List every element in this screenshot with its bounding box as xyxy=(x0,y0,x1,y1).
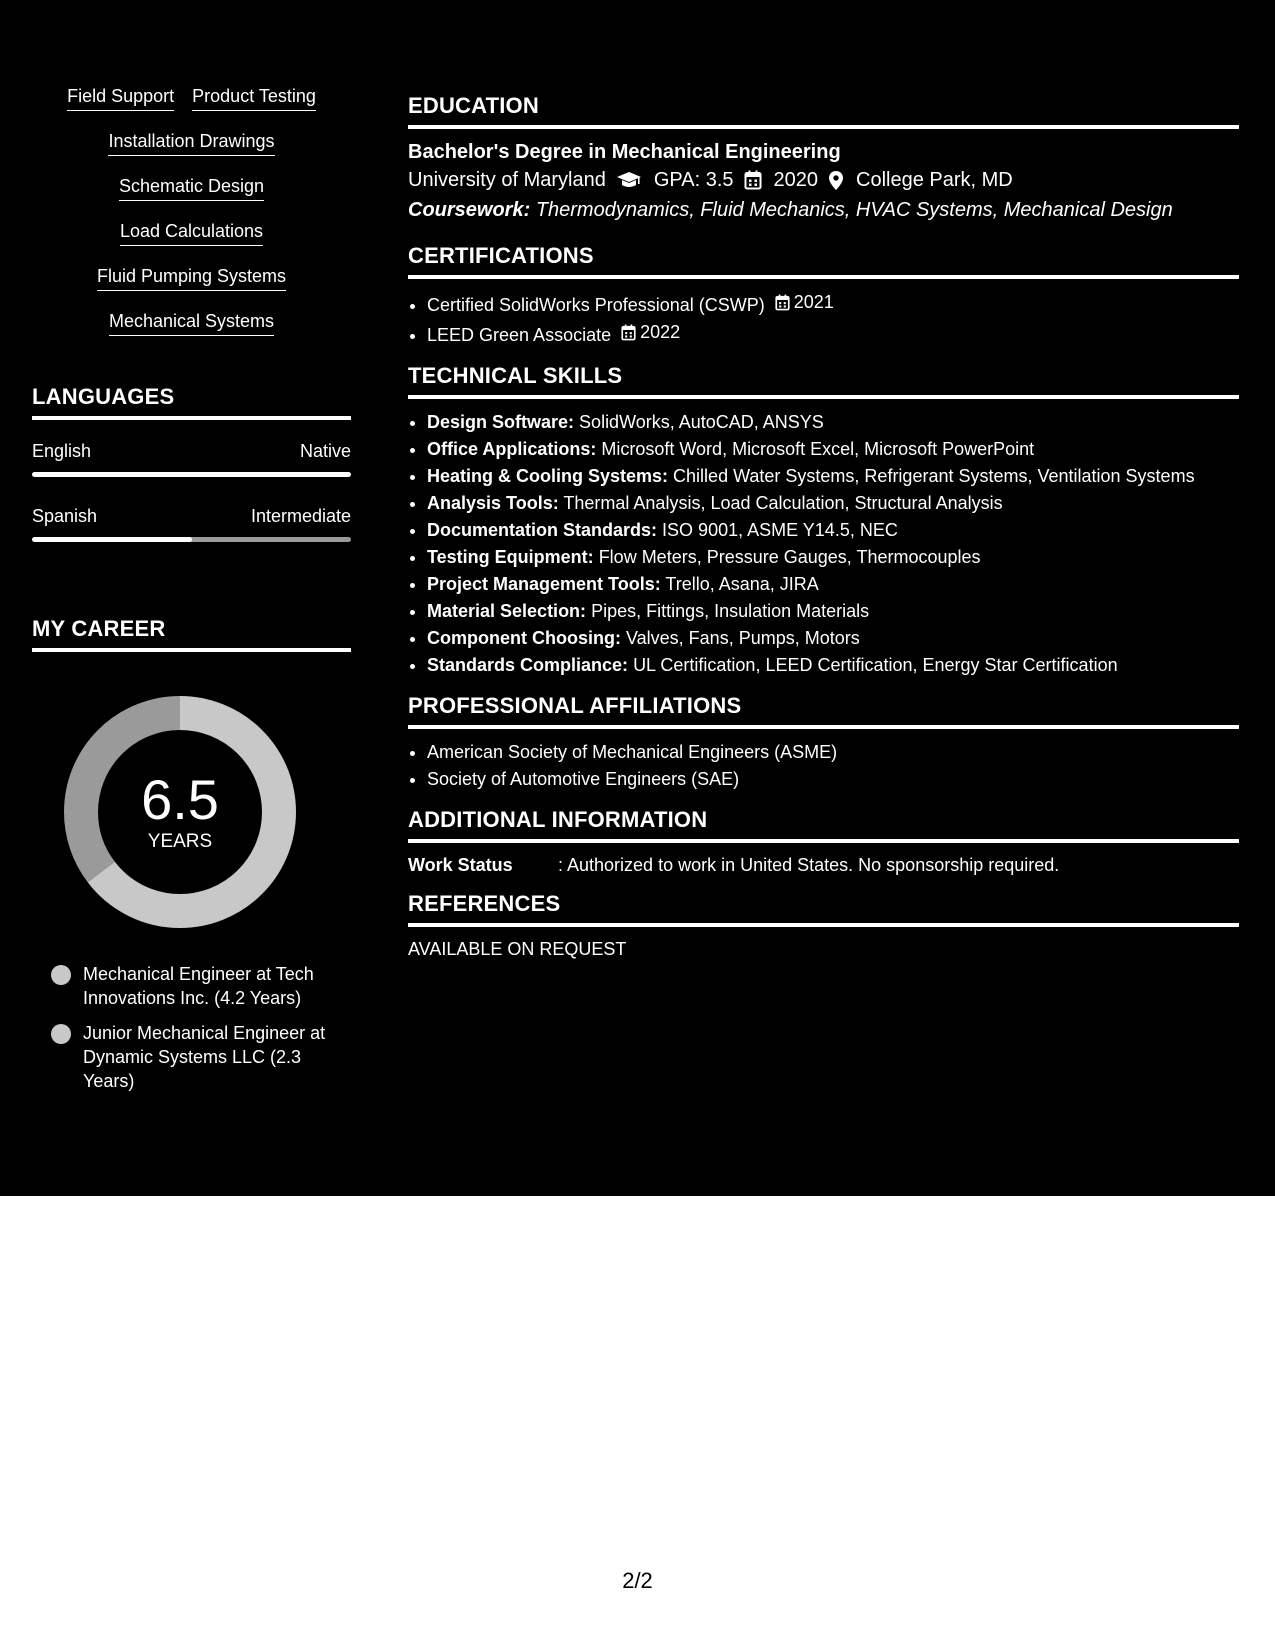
page-number: 2/2 xyxy=(622,1568,653,1593)
language-level: Intermediate xyxy=(250,506,351,526)
skill-tag: Load Calculations xyxy=(120,221,263,246)
skill-tag: Fluid Pumping Systems xyxy=(97,266,286,291)
languages-heading: LANGUAGES xyxy=(32,384,351,420)
career-item-text: Junior Mechanical Engineer at Dynamic Systems LLC (2.3 Years) xyxy=(83,1023,326,1091)
coursework xyxy=(408,195,1239,225)
skill-item xyxy=(427,517,1239,544)
language-english xyxy=(32,440,351,477)
career-total-years: 6.5 xyxy=(141,768,219,831)
coursework-list: Thermodynamics, Fluid Mechanics, HVAC Systems, Mechanical Design xyxy=(535,199,1173,221)
skill-tags xyxy=(32,176,351,221)
work-status-value: : Authorized to work in United States. No sponsorship required. xyxy=(558,855,1060,875)
language-name: English xyxy=(32,441,92,461)
skill-item xyxy=(427,652,1239,679)
graduation-cap-icon xyxy=(616,170,642,190)
work-status-row xyxy=(408,853,1239,877)
skill-values: UL Certification, LEED Certification, Energy Star Certification xyxy=(633,655,1118,675)
skill-values: Microsoft Word, Microsoft Excel, Microsoft PowerPoint xyxy=(601,439,1035,459)
skill-item xyxy=(427,436,1239,463)
sidebar xyxy=(32,86,351,1104)
career-total-unit: YEARS xyxy=(147,831,213,852)
affiliation-item: • American Society of Mechanical Engineers (ASME) xyxy=(427,739,1239,766)
references-heading: REFERENCES xyxy=(408,891,1239,927)
skill-item xyxy=(427,625,1239,652)
skill-tag: Product Testing xyxy=(192,86,316,111)
certification-item xyxy=(427,319,1239,349)
skill-tag: Field Support xyxy=(67,86,174,111)
skill-category: Heating & Cooling Systems: xyxy=(427,466,669,486)
skill-category: Component Choosing: xyxy=(427,628,621,648)
skill-item xyxy=(427,571,1239,598)
skill-values: Thermal Analysis, Load Calculation, Structural Analysis xyxy=(563,493,1003,513)
calendar-icon xyxy=(621,324,636,341)
skill-values: Valves, Fans, Pumps, Motors xyxy=(625,628,860,648)
skill-tag: Installation Drawings xyxy=(108,131,274,156)
certification-name: LEED Green Associate xyxy=(427,325,612,345)
technical-skills-list xyxy=(408,409,1239,679)
skill-category: Documentation Standards: xyxy=(427,520,658,540)
language-bar-fill xyxy=(32,537,192,542)
skill-category: Office Applications: xyxy=(427,439,597,459)
skill-category: Design Software: xyxy=(427,412,575,432)
skill-tags xyxy=(32,311,351,356)
affiliations-heading: PROFESSIONAL AFFILIATIONS xyxy=(408,693,1239,729)
calendar-icon xyxy=(775,294,790,311)
career-item-text: Mechanical Engineer at Tech Innovations Inc. (4.2 Years) xyxy=(83,964,314,1008)
school-name: University of Maryland xyxy=(408,169,606,191)
skill-item xyxy=(427,598,1239,625)
education-details xyxy=(408,165,1239,195)
skill-values: Flow Meters, Pressure Gauges, Thermocouples xyxy=(598,547,981,567)
school-location: College Park, MD xyxy=(856,169,1013,191)
references-text: AVAILABLE ON REQUEST xyxy=(408,939,627,959)
certification-item xyxy=(427,289,1239,319)
language-bar xyxy=(32,472,351,477)
language-name: Spanish xyxy=(32,506,98,526)
skill-values: Trello, Asana, JIRA xyxy=(665,574,819,594)
career-heading: MY CAREER xyxy=(32,616,351,652)
skill-category: Analysis Tools: xyxy=(427,493,559,513)
career-dot-icon xyxy=(51,1024,71,1044)
skill-tag: Schematic Design xyxy=(119,176,264,201)
certifications-list xyxy=(408,289,1239,349)
skill-values: SolidWorks, AutoCAD, ANSYS xyxy=(579,412,824,432)
certification-year: 2021 xyxy=(793,292,834,312)
skill-category: Testing Equipment: xyxy=(427,547,594,567)
language-level: Native xyxy=(299,441,351,461)
skill-tags xyxy=(32,266,351,311)
skill-category: Material Selection: xyxy=(427,601,587,621)
affiliation-item: • Society of Automotive Engineers (SAE) xyxy=(427,766,1239,793)
skill-item xyxy=(427,463,1239,490)
skill-item xyxy=(427,490,1239,517)
career-donut-chart xyxy=(64,696,296,928)
skill-tags xyxy=(32,221,351,266)
calendar-icon xyxy=(744,170,762,190)
additional-info-heading: ADDITIONAL INFORMATION xyxy=(408,807,1239,843)
career-item xyxy=(51,962,331,1010)
skill-tags xyxy=(32,86,351,131)
skill-category: Project Management Tools: xyxy=(427,574,661,594)
language-bar-fill xyxy=(32,472,351,477)
skill-values: Pipes, Fittings, Insulation Materials xyxy=(591,601,870,621)
graduation-year: 2020 xyxy=(773,169,819,191)
skill-tags xyxy=(32,131,351,176)
location-pin-icon xyxy=(828,170,844,191)
work-status-label: Work Status xyxy=(408,855,513,875)
career-legend xyxy=(32,962,351,1093)
skill-item xyxy=(427,544,1239,571)
certification-name: Certified SolidWorks Professional (CSWP) xyxy=(427,295,765,315)
main-content xyxy=(408,93,1239,961)
skill-category: Standards Compliance: xyxy=(427,655,629,675)
career-item xyxy=(51,1021,331,1093)
education-heading: EDUCATION xyxy=(408,93,1239,129)
language-spanish xyxy=(32,505,351,542)
technical-skills-heading: TECHNICAL SKILLS xyxy=(408,363,1239,399)
skill-values: ISO 9001, ASME Y14.5, NEC xyxy=(662,520,898,540)
skill-item xyxy=(427,409,1239,436)
certifications-heading: CERTIFICATIONS xyxy=(408,243,1239,279)
skill-tag: Mechanical Systems xyxy=(109,311,274,336)
affiliations-list xyxy=(408,739,1239,793)
skill-values: Chilled Water Systems, Refrigerant Systems, Ventilation Systems xyxy=(673,466,1195,486)
gpa: GPA: 3.5 xyxy=(653,169,734,191)
certification-year: 2022 xyxy=(640,322,681,342)
language-bar xyxy=(32,537,351,542)
coursework-label: Coursework: xyxy=(408,199,531,221)
degree-title: Bachelor's Degree in Mechanical Engineering xyxy=(408,141,841,163)
career-dot-icon xyxy=(51,965,71,985)
